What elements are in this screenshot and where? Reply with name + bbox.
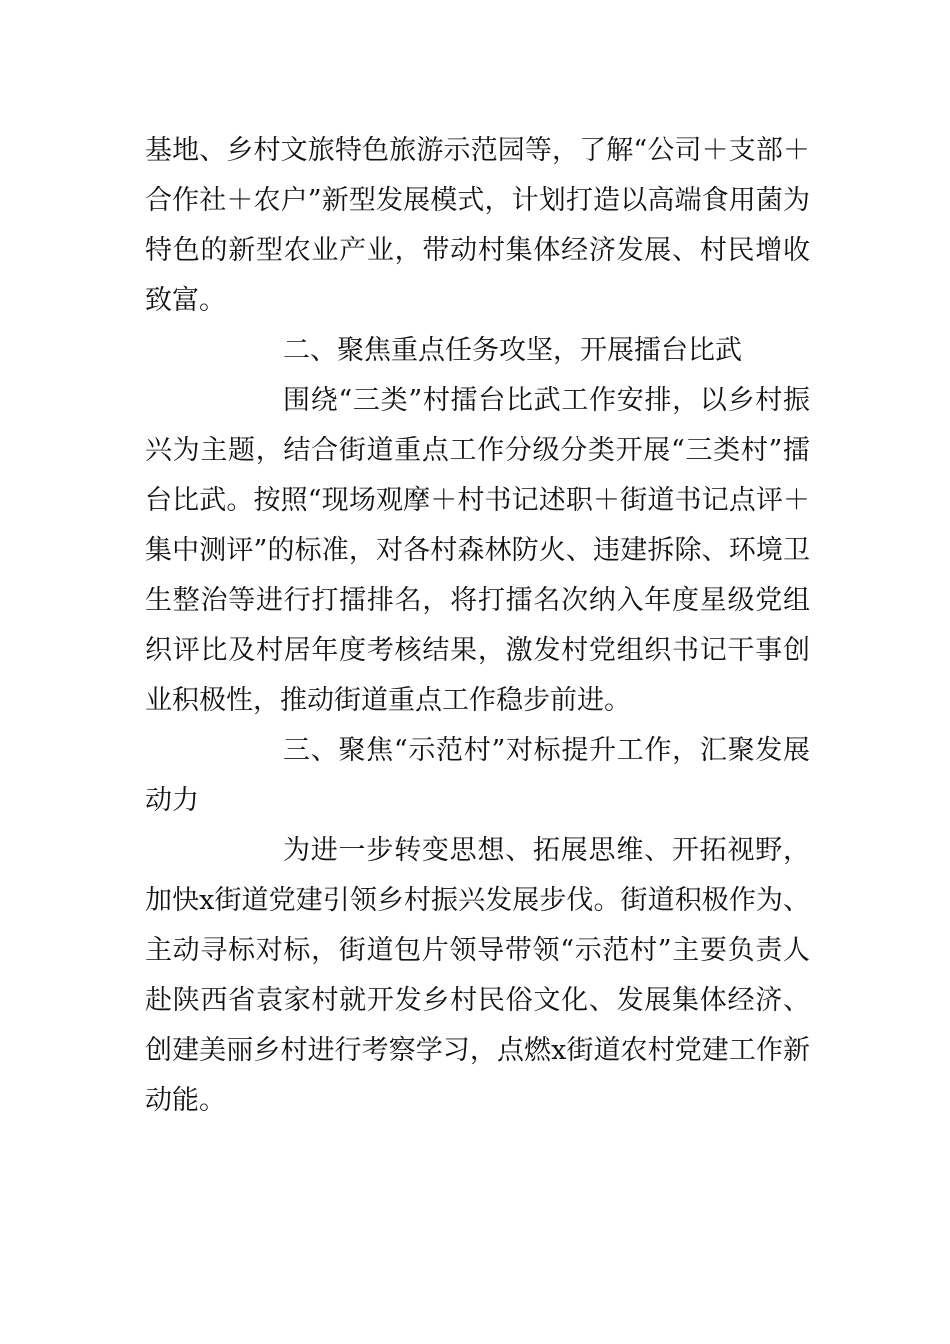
body-paragraph-1: 基地、乡村文旅特色旅游示范园等，了解“公司＋支部＋合作社＋农户”新型发展模式，计划打造以高端食用菌为特色的新型农业产业，带动村集体经济发展、村民增收致富。 [145,135,810,316]
section-heading-3: 三、聚焦“示范村”对标提升工作，汇聚发展动力 [145,735,810,816]
body-paragraph-2: 围绕“三类”村擂台比武工作安排，以乡村振兴为主题，结合街道重点工作分级分类开展“三类村”擂台比武。按照“现场观摩＋村书记述职＋街道书记点评＋集中测评”的标准，对各村森林防火、违建拆除、环境卫生整治等进行打擂排名，将打擂名次纳入年度星级党组织评比及村居年度考核结果，激发村党组织书记干事创业积极性，推动街道重点工作稳步前进。 [145,385,810,716]
body-paragraph-3: 为进一步转变思想、拓展思维、开拓视野，加快x街道党建引领乡村振兴发展步伐。街道积极作为、主动寻标对标，街道包片领导带领“示范村”主要负责人赴陕西省袁家村就开发乡村民俗文化、发展集体经济、创建美丽乡村进行考察学习，点燃x街道农村党建工作新动能。 [145,835,810,1116]
section-heading-2: 二、聚焦重点任务攻坚，开展擂台比武 [283,335,742,366]
document-body [145,126,810,1126]
